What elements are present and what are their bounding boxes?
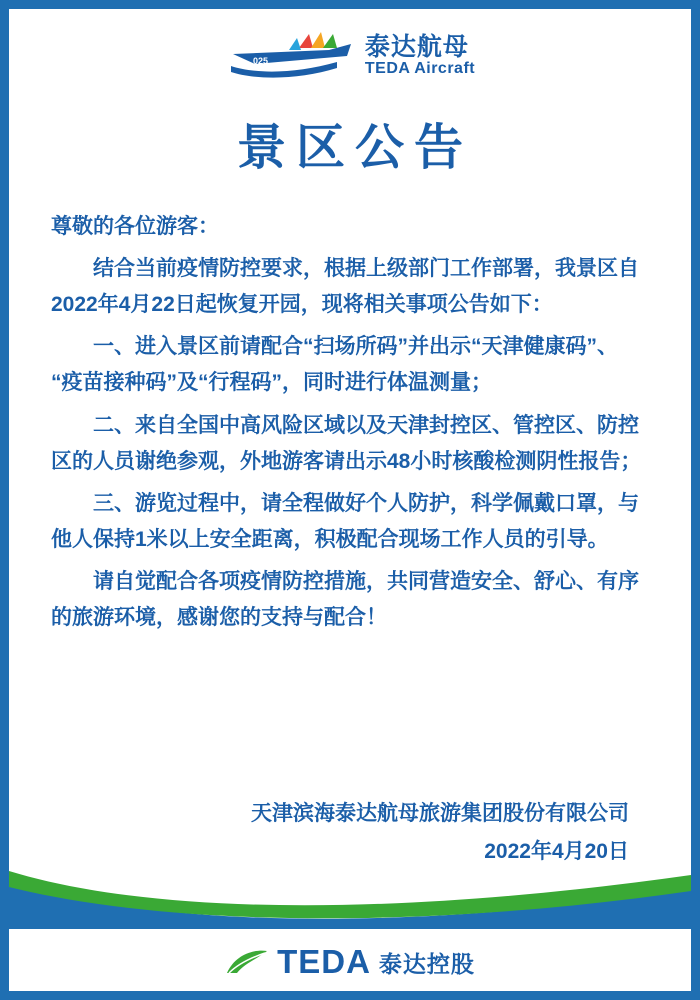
signature-date: 2022年4月20日 [484, 840, 629, 864]
page-title: 景区公告 [236, 118, 473, 176]
footer-swoosh-decoration [9, 871, 691, 939]
footer-brand-cn: 泰达控股 [378, 950, 475, 977]
brand-wordmark [365, 34, 475, 77]
paragraph-intro: 结合当前疫情防控要求，根据上级部门工作部署，我景区自2022年4月22日起恢复开园，现将相关事项公告如下： [51, 257, 639, 317]
brand-name-en: TEDA Aircraft [364, 59, 476, 77]
teda-leaf-icon [225, 949, 269, 975]
page-inner [9, 9, 691, 991]
signature-organization: 天津滨海泰达航母旅游集团股份有限公司 [251, 802, 629, 826]
paragraph-item-2: 二、来自全国中高风险区域以及天津封控区、管控区、防控区的人员谢绝参观，外地游客请出示48小时核酸检测阴性报告； [51, 413, 642, 473]
teda-aircraft-carrier-logo-icon [225, 28, 355, 84]
paragraph-closing: 请自觉配合各项疫情防控措施，共同营造安全、舒心、有序的旅游环境，感谢您的支持与配合！ [51, 569, 639, 630]
paragraph-item-1: 一、进入景区前请配合“扫场所码”并出示“天津健康码”、“疫苗接种码”及“行程码”，同时进行体温测量； [51, 335, 618, 395]
brand-name-cn: 泰达航母 [364, 33, 469, 62]
paragraph-item-3: 三、游览过程中，请全程做好个人防护，科学佩戴口罩，与他人保持1米以上安全距离，积极配合现场工作人员的引导。 [51, 491, 639, 551]
footer-brand [9, 933, 691, 991]
salutation: 尊敬的各位游客： [51, 215, 219, 238]
signature-block [9, 779, 691, 871]
brand-header [9, 27, 691, 85]
svg-text:025: 025 [252, 56, 268, 66]
footer-brand-en: TEDA [277, 943, 371, 980]
page-footer [9, 871, 691, 991]
announcement-body [9, 185, 691, 779]
